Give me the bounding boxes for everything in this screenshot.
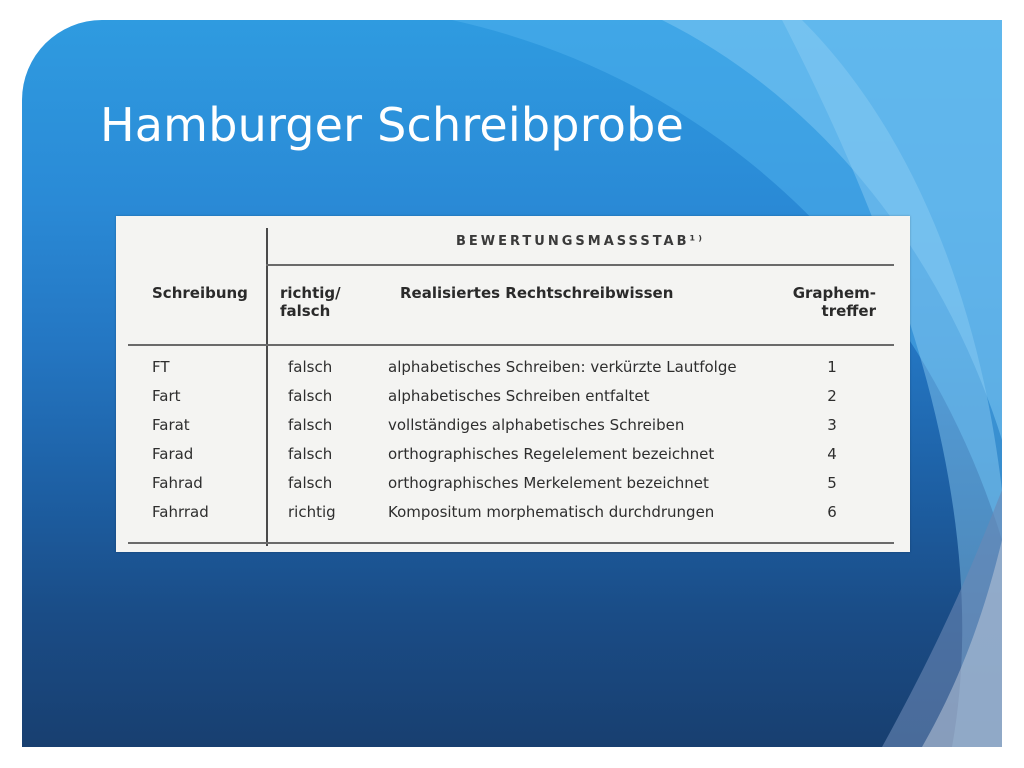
table-cell-schreibung: Fahrad — [152, 474, 203, 492]
table-cell-graphemtreffer: 4 — [827, 445, 837, 463]
table-cell-rechtschreibwissen: alphabetisches Schreiben: verkürzte Lautfolge — [388, 358, 737, 376]
table-cell-richtig-falsch: richtig — [288, 503, 336, 521]
table-cell-rechtschreibwissen: orthographisches Merkelement bezeichnet — [388, 474, 709, 492]
table-cell-schreibung: FT — [152, 358, 170, 376]
column-header-schreibung: Schreibung — [152, 284, 248, 302]
column-header-graphemtreffer: Graphem- treffer — [792, 284, 876, 320]
table-cell-rechtschreibwissen: alphabetisches Schreiben entfaltet — [388, 387, 650, 405]
column-header-richtig-falsch: richtig/ falsch — [280, 284, 341, 320]
table-cell-richtig-falsch: falsch — [288, 474, 333, 492]
table-cell-schreibung: Farad — [152, 445, 194, 463]
table-cell-rechtschreibwissen: orthographisches Regelelement bezeichnet — [388, 445, 715, 463]
group-header: BEWERTUNGSMASSSTAB¹⁾ — [456, 234, 705, 249]
column-header-rechtschreibwissen: Realisiertes Rechtschreibwissen — [400, 284, 674, 302]
table-cell-richtig-falsch: falsch — [288, 416, 333, 434]
table-cell-richtig-falsch: falsch — [288, 358, 333, 376]
table-cell-richtig-falsch: falsch — [288, 387, 333, 405]
table-cell-graphemtreffer: 1 — [827, 358, 837, 376]
bewertungsmassstab-table — [116, 216, 910, 552]
header-rule — [266, 264, 894, 266]
table-cell-schreibung: Fart — [152, 387, 181, 405]
header-body-rule — [128, 344, 894, 346]
column-divider — [266, 228, 268, 546]
table-cell-graphemtreffer: 5 — [827, 474, 837, 492]
table-cell-rechtschreibwissen: vollständiges alphabetisches Schreiben — [388, 416, 685, 434]
table-cell-rechtschreibwissen: Kompositum morphematisch durchdrungen — [388, 503, 715, 521]
table-cell-richtig-falsch: falsch — [288, 445, 333, 463]
slide-title: Hamburger Schreibprobe — [100, 98, 685, 152]
table-cell-schreibung: Farat — [152, 416, 190, 434]
table-bottom-rule — [128, 542, 894, 544]
table-cell-schreibung: Fahrrad — [152, 503, 209, 521]
slide — [22, 20, 1002, 747]
table-cell-graphemtreffer: 2 — [827, 387, 837, 405]
table-cell-graphemtreffer: 3 — [827, 416, 837, 434]
table-cell-graphemtreffer: 6 — [827, 503, 837, 521]
